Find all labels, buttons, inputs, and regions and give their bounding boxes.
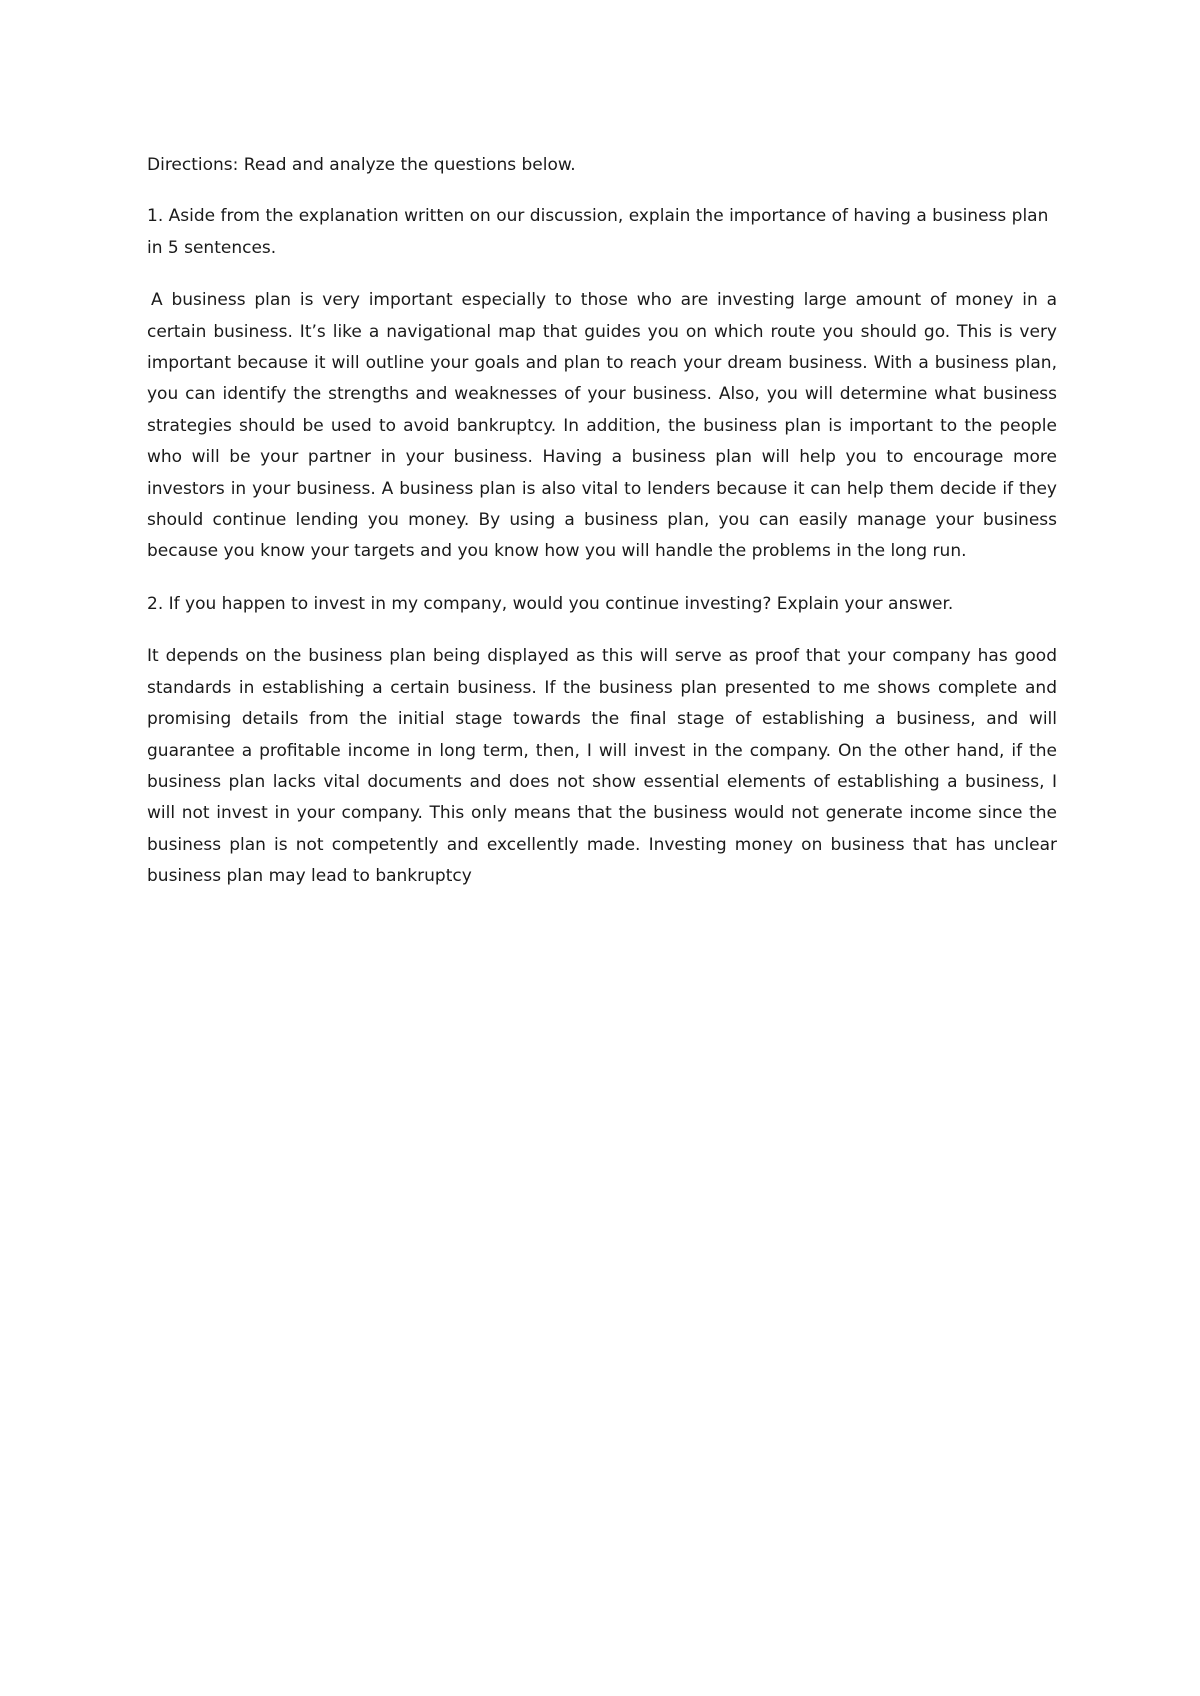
- question-1-text: 1. Aside from the explanation written on our discussion, explain the importance of having a business plan in 5 sentences.: [147, 206, 1049, 258]
- directions-text: Directions: Read and analyze the questions below.: [147, 155, 576, 175]
- answer-2-text: It depends on the business plan being displayed as this will serve as proof that your company has good standards in establishing a certain business. If the business plan presented to me shows complete and promising details from the initial stage towards the final stage of establishing a business, and will guarantee a profitable income in long term, then, I will invest in the company. On the other hand, if the business plan lacks vital documents and does not show essential elements of establishing a business, I will not invest in your company. This only means that the business would not generate income since the business plan is not competently and excellently made. Investing money on business that has unclear business plan may lead to bankruptcy: [147, 646, 1057, 887]
- question-2-text: 2. If you happen to invest in my company, would you continue investing? Explain your answer.: [147, 593, 954, 614]
- answer-1-text: A business plan is very important especially to those who are investing large amount of money in a certain business. It’s like a navigational map that guides you on which route you should go. This is very important because it will outline your goals and plan to reach your dream business. With a business plan, you can identify the strengths and weaknesses of your business. Also, you will determine what business strategies should be used to avoid bankruptcy. In addition, the business plan is important to the people who will be your partner in your business. Having a business plan will help you to encourage more investors in your business. A business plan is also vital to lenders because it can help them decide if they should continue lending you money. By using a business plan, you can easily manage your business because you know your targets and you know how you will handle the problems in the long run.: [147, 290, 1057, 562]
- document-body: [147, 150, 1057, 914]
